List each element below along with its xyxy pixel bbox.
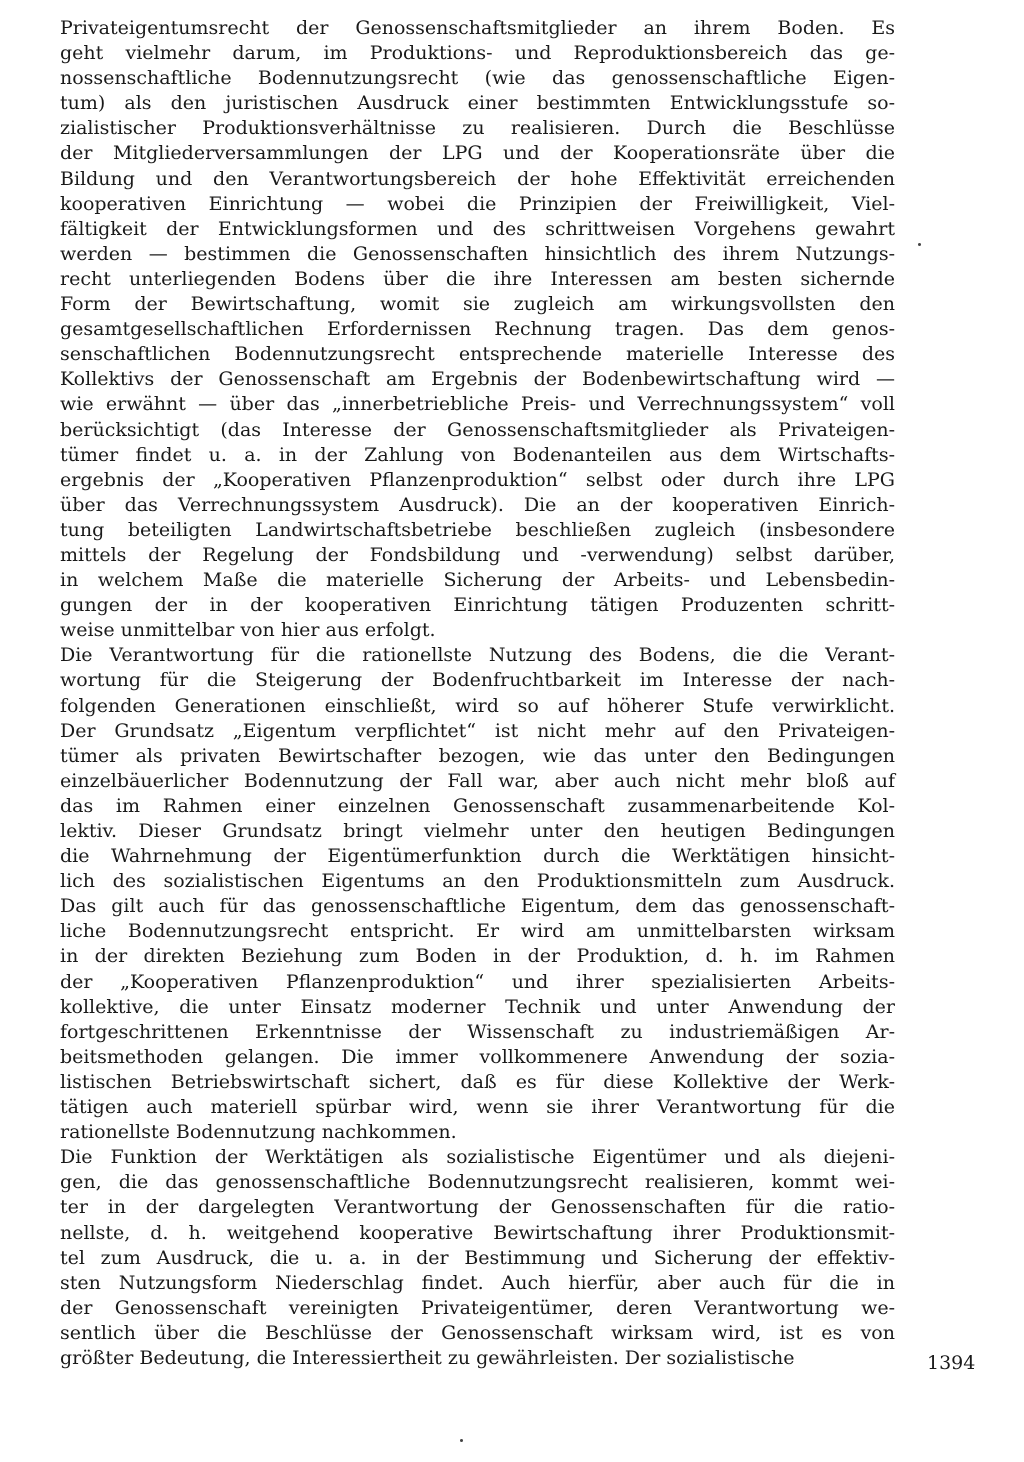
text-line: lich des sozialistischen Eigentums an den Produktionsmitteln zum Ausdruck. xyxy=(60,870,895,893)
text-line: einzelbäuerlicher Bodennutzung der Fall war, aber auch nicht mehr bloß auf xyxy=(60,769,895,792)
text-line: sten Nutzungsform Niederschlag findet. Auch hierfür, aber auch für die in xyxy=(60,1271,895,1294)
text-line: der Genossenschaft vereinigten Privateigentümer, deren Verantwortung we- xyxy=(60,1296,895,1319)
text-line: fältigkeit der Entwicklungsformen und des schrittweisen Vorgehens gewahrt xyxy=(60,217,895,240)
scan-speck xyxy=(918,243,921,246)
text-line: tätigen auch materiell spürbar wird, wenn sie ihrer Verantwortung für die xyxy=(60,1096,895,1119)
text-line: senschaftlichen Bodennutzungsrecht entsprechende materielle Interesse des xyxy=(60,343,895,366)
text-line: Die Verantwortung für die rationellste Nutzung des Bodens, die die Verant- xyxy=(60,644,895,667)
text-line: ter in der dargelegten Verantwortung der Genossenschaften für die ratio- xyxy=(60,1196,895,1219)
text-line: sentlich über die Beschlüsse der Genossenschaft wirksam wird, ist es von xyxy=(60,1321,895,1344)
text-line: rationellste Bodennutzung nachkommen. xyxy=(60,1121,457,1144)
text-line: wortung für die Steigerung der Bodenfruchtbarkeit im Interesse der nach- xyxy=(60,669,895,692)
text-line: recht unterliegenden Bodens über die ihre Interessen am besten sichernde xyxy=(60,267,895,290)
text-line: gesamtgesellschaftlichen Erfordernissen Rechnung tragen. Das dem genos- xyxy=(60,318,895,341)
text-line: listischen Betriebswirtschaft sichert, daß es für diese Kollektive der Werk- xyxy=(60,1070,895,1093)
text-line: Die Funktion der Werktätigen als sozialistische Eigentümer und als diejeni- xyxy=(60,1146,895,1169)
text-line: in der direkten Beziehung zum Boden in der Produktion, d. h. im Rahmen xyxy=(60,945,895,968)
text-line: Form der Bewirtschaftung, womit sie zugleich am wirkungsvollsten den xyxy=(60,293,895,316)
text-line: das im Rahmen einer einzelnen Genossenschaft zusammenarbeitende Kol- xyxy=(60,794,895,817)
text-line: liche Bodennutzungsrecht entspricht. Er wird am unmittelbarsten wirksam xyxy=(60,920,895,943)
text-line: gungen der in der kooperativen Einrichtung tätigen Produzenten schritt- xyxy=(60,594,895,617)
text-line: mittels der Regelung der Fondsbildung und -verwendung) selbst darüber, xyxy=(60,543,895,566)
text-line: gen, die das genossenschaftliche Bodennutzungsrecht realisieren, kommt wei- xyxy=(60,1171,895,1194)
text-line: wie erwähnt — über das „innerbetriebliche Preis- und Verrechnungssystem“ voll xyxy=(60,393,895,416)
text-line: über das Verrechnungssystem Ausdruck). Die an der kooperativen Einrich- xyxy=(60,493,895,516)
text-line: Kollektivs der Genossenschaft am Ergebnis der Bodenbewirtschaftung wird — xyxy=(60,368,895,391)
text-line: beitsmethoden gelangen. Die immer vollkommenere Anwendung der sozia- xyxy=(60,1045,895,1068)
text-line: tümer findet u. a. in der Zahlung von Bodenanteilen aus dem Wirtschafts- xyxy=(60,443,895,466)
text-line: werden — bestimmen die Genossenschaften hinsichtlich des ihrem Nutzungs- xyxy=(60,242,895,265)
text-line: Privateigentumsrecht der Genossenschaftsmitglieder an ihrem Boden. Es xyxy=(60,17,895,39)
text-line: kooperativen Einrichtung — wobei die Prinzipien der Freiwilligkeit, Viel- xyxy=(60,192,895,215)
text-line: Bildung und den Verantwortungsbereich der hohe Effektivität erreichenden xyxy=(60,167,895,190)
text-line: Das gilt auch für das genossenschaftliche Eigentum, dem das genossenschaft- xyxy=(60,895,895,918)
text-line: nossenschaftliche Bodennutzungsrecht (wie das genossenschaftliche Eigen- xyxy=(60,67,895,90)
text-line: berücksichtigt (das Interesse der Genossenschaftsmitglieder als Privateigen- xyxy=(60,418,895,441)
text-line: fortgeschrittenen Erkenntnisse der Wissenschaft zu industriemäßigen Ar- xyxy=(60,1020,895,1043)
text-line: ergebnis der „Kooperativen Pflanzenproduktion“ selbst oder durch ihre LPG xyxy=(60,468,895,491)
text-line: zialistischer Produktionsverhältnisse zu realisieren. Durch die Beschlüsse xyxy=(60,117,895,140)
text-line: weise unmittelbar von hier aus erfolgt. xyxy=(60,619,436,642)
text-line: tung beteiligten Landwirtschaftsbetriebe beschließen zugleich (insbesondere xyxy=(60,518,895,541)
text-line: die Wahrnehmung der Eigentümerfunktion durch die Werktätigen hinsicht- xyxy=(60,845,895,868)
text-line: kollektive, die unter Einsatz moderner Technik und unter Anwendung der xyxy=(60,995,895,1018)
text-line: lektiv. Dieser Grundsatz bringt vielmehr unter den heutigen Bedingungen xyxy=(60,820,895,842)
text-line: der Mitgliederversammlungen der LPG und der Kooperationsräte über die xyxy=(60,142,895,165)
text-line: nellste, d. h. weitgehend kooperative Bewirtschaftung ihrer Produktionsmit- xyxy=(60,1221,895,1244)
text-line: folgenden Generationen einschließt, wird so auf höherer Stufe verwirklicht. xyxy=(60,694,895,717)
text-line: Der Grundsatz „Eigentum verpflichtet“ ist nicht mehr auf den Privateigen- xyxy=(60,719,895,742)
paragraph xyxy=(60,16,895,643)
paragraph xyxy=(60,643,895,1145)
text-line: größter Bedeutung, die Interessiertheit zu gewährleisten. Der sozialistische xyxy=(60,1346,795,1369)
scan-speck xyxy=(460,1439,463,1442)
paragraph xyxy=(60,1145,895,1371)
text-line: geht vielmehr darum, im Produktions- und Reproduktionsbereich das ge- xyxy=(60,42,895,65)
text-line: der „Kooperativen Pflanzenproduktion“ und ihrer spezialisierten Arbeits- xyxy=(60,970,895,993)
text-line: tum) als den juristischen Ausdruck einer bestimmten Entwicklungsstufe so- xyxy=(60,92,895,115)
text-line: tel zum Ausdruck, die u. a. in der Bestimmung und Sicherung der effektiv- xyxy=(60,1246,895,1269)
body-text xyxy=(60,16,895,1371)
text-line: in welchem Maße die materielle Sicherung der Arbeits- und Lebensbedin- xyxy=(60,569,895,592)
text-line: tümer als privaten Bewirtschafter bezogen, wie das unter den Bedingungen xyxy=(60,744,895,767)
page-number: 1394 xyxy=(927,1352,976,1374)
